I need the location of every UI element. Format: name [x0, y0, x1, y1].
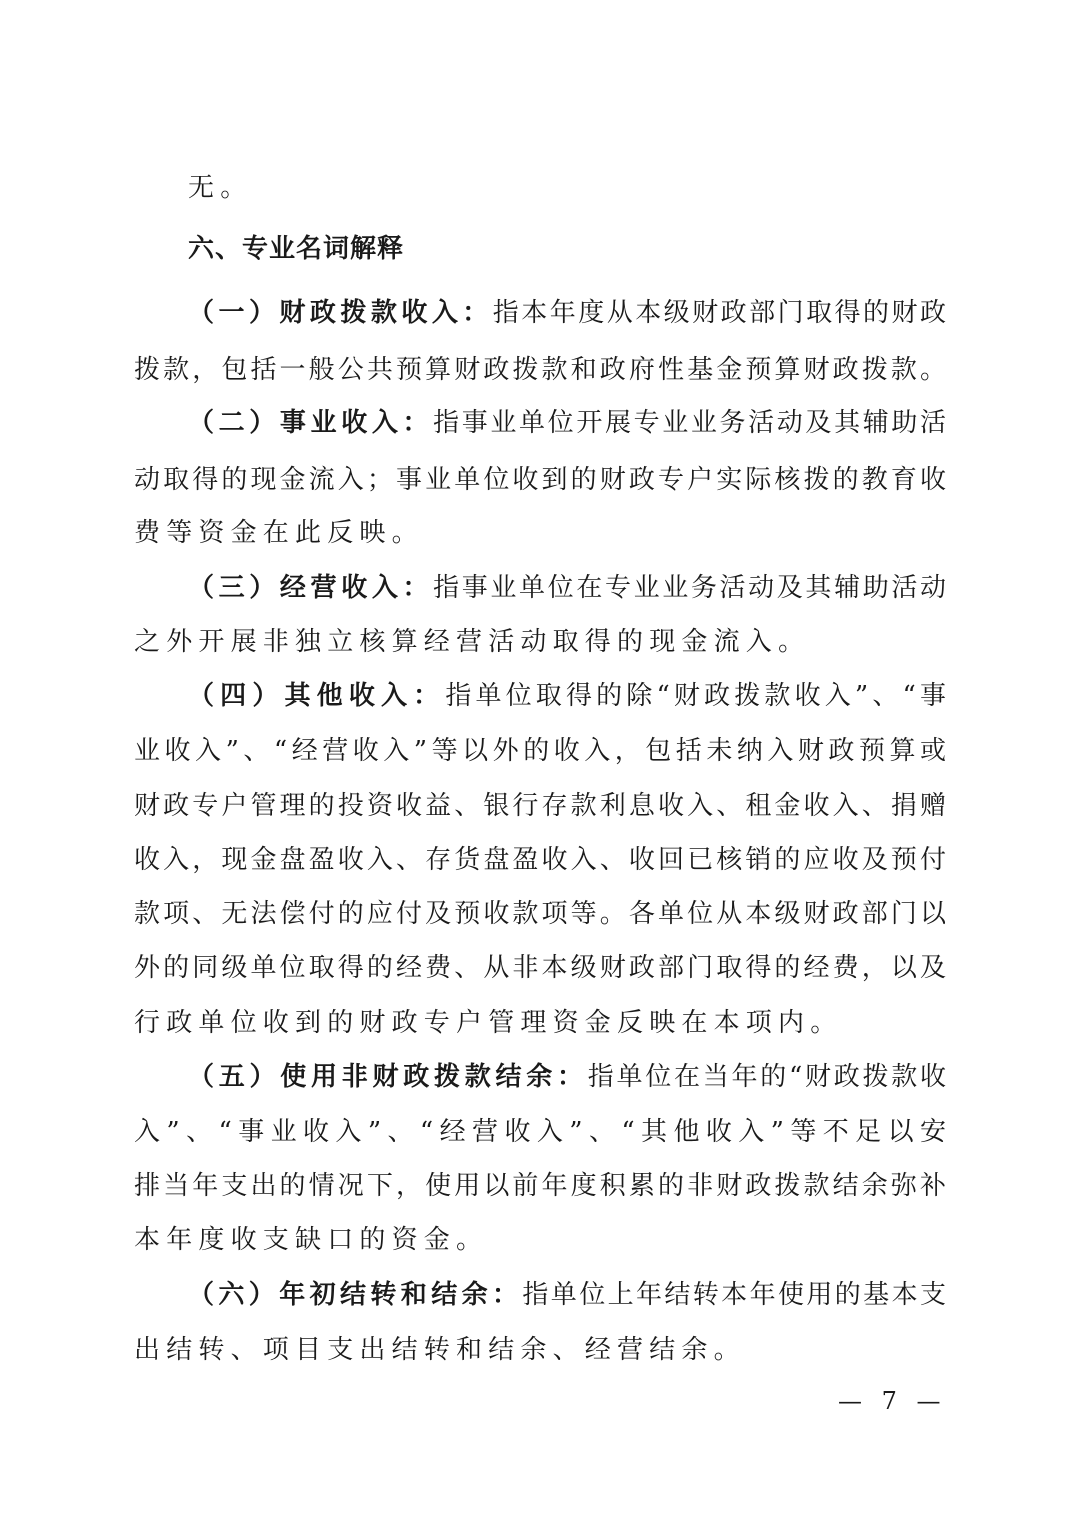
page-number: — 7 — — [838, 1387, 947, 1415]
definition-4-line-4: 收入，现金盘盈收入、存货盘盈收入、收回已核销的应收及预付 — [134, 845, 946, 875]
intro-line: 无。 — [188, 173, 253, 203]
definition-1-term: （一）财政拨款收入： — [188, 298, 493, 328]
definition-6-term: （六）年初结转和结余： — [188, 1280, 523, 1310]
definition-4-line-6: 外的同级单位取得的经费、从非本级财政部门取得的经费，以及 — [134, 953, 946, 983]
definition-3-line-1: （三）经营收入：指事业单位在专业业务活动及其辅助活动 — [188, 573, 946, 603]
definition-2-line-3: 费等资金在此反映。 — [134, 518, 424, 548]
definition-5-line-1: （五）使用非财政拨款结余：指单位在当年的“财政拨款收 — [188, 1062, 946, 1092]
section-heading: 六、专业名词解释 — [188, 234, 405, 264]
definition-5-term: （五）使用非财政拨款结余： — [188, 1062, 588, 1092]
definition-5-line-3: 排当年支出的情况下，使用以前年度积累的非财政拨款结余弥补 — [134, 1171, 946, 1201]
definition-4-line-3: 财政专户管理的投资收益、银行存款利息收入、租金收入、捐赠 — [134, 791, 946, 821]
definition-2-line-2: 动取得的现金流入；事业单位收到的财政专户实际核拨的教育收 — [134, 465, 946, 495]
definition-4-line-7: 行政单位收到的财政专户管理资金反映在本项内。 — [134, 1008, 843, 1038]
definition-3-term: （三）经营收入： — [188, 573, 434, 603]
definition-5-line-2: 入”、“事业收入”、“经营收入”、“其他收入”等不足以安 — [134, 1117, 946, 1147]
definition-1-line-1: （一）财政拨款收入：指本年度从本级财政部门取得的财政 — [188, 298, 946, 328]
definition-4-line-5: 款项、无法偿付的应付及预收款项等。各单位从本级财政部门以 — [134, 899, 946, 929]
definition-4-term: （四）其他收入： — [188, 681, 446, 711]
definition-2-term: （二）事业收入： — [188, 408, 434, 438]
definition-6-line-2: 出结转、项目支出结转和结余、经营结余。 — [134, 1335, 746, 1365]
definition-2-line-1: （二）事业收入：指事业单位开展专业业务活动及其辅助活 — [188, 408, 946, 438]
definition-3-line-2: 之外开展非独立核算经营活动取得的现金流入。 — [134, 627, 811, 657]
definition-6-line-1: （六）年初结转和结余：指单位上年结转本年使用的基本支 — [188, 1280, 946, 1310]
definition-4-line-2: 业收入”、“经营收入”等以外的收入，包括未纳入财政预算或 — [134, 736, 946, 766]
definition-1-line-2: 拨款，包括一般公共预算财政拨款和政府性基金预算财政拨款。 — [134, 355, 946, 385]
definition-5-line-4: 本年度收支缺口的资金。 — [134, 1225, 489, 1255]
definition-4-line-1: （四）其他收入：指单位取得的除“财政拨款收入”、“事 — [188, 681, 946, 711]
